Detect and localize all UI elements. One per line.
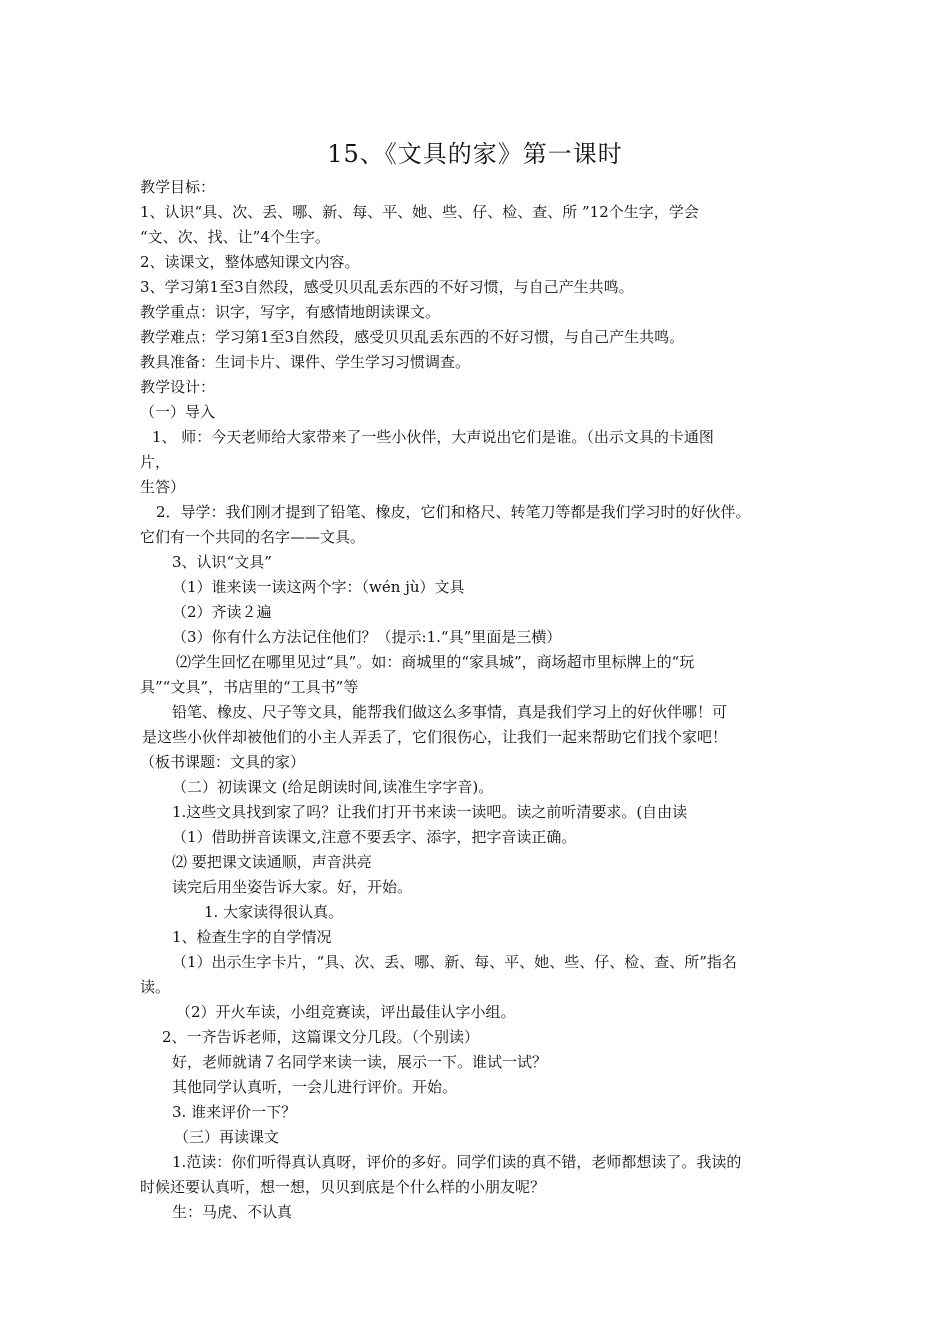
text-line: 1、检查生字的自学情况 bbox=[172, 928, 332, 946]
text-line: 读完后用坐姿告诉大家。好，开始。 bbox=[172, 878, 413, 896]
text-line: 生答） bbox=[140, 478, 186, 496]
text-line: 时候还要认真听，想一想，贝贝到底是个什么样的小朋友呢？ bbox=[140, 1178, 546, 1196]
text-line: 2、一齐告诉老师，这篇课文分几段。（个别读） bbox=[162, 1028, 480, 1046]
text-line: 生：马虎、不认真 bbox=[172, 1203, 293, 1221]
text-line: 1. 大家读得很认真。 bbox=[204, 903, 344, 921]
text-line: 1、认识“具、次、丢、哪、新、每、平、她、些、仔、检、查、所 ”12个生字，学会 bbox=[140, 203, 699, 221]
text-line: 教学目标： bbox=[140, 178, 216, 196]
text-line: 教学设计： bbox=[140, 378, 216, 396]
text-line: 2．导学：我们刚才提到了铅笔、橡皮，它们和格尺、转笔刀等都是我们学习时的好伙伴。 bbox=[156, 503, 751, 521]
text-line: 教学难点：学习第1至3自然段，感受贝贝乱丢东西的不好习惯，与自己产生共鸣。 bbox=[140, 328, 685, 346]
text-line: （3）你有什么方法记住他们？（提示:1.“具”里面是三横） bbox=[172, 628, 562, 646]
text-line: ⑵ 要把课文读通顺，声音洪亮 bbox=[172, 853, 372, 871]
text-line: 2、读课文，整体感知课文内容。 bbox=[140, 253, 360, 271]
text-line: ⑵学生回忆在哪里见过“具”。如：商城里的“家具城”，商场超市里标牌上的“玩 bbox=[176, 653, 695, 671]
text-line: （2）齐读２遍 bbox=[172, 603, 272, 621]
text-line: 教学重点：识字，写字，有感情地朗读课文。 bbox=[140, 303, 441, 321]
section-heading: （三）再读课文 bbox=[174, 1128, 280, 1146]
text-line: （1）谁来读一读这两个字：（wén jù）文具 bbox=[172, 578, 465, 596]
text-line: 具”“文具”，书店里的“工具书”等 bbox=[140, 678, 359, 696]
document-title: 15、《文具的家》第一课时 bbox=[327, 140, 623, 168]
text-line: 1、 师：今天老师给大家带来了一些小伙伴，大声说出它们是谁。（出示文具的卡通图 bbox=[152, 428, 714, 446]
text-line: 是这些小伙伴却被他们的小主人弄丢了，它们很伤心，让我们一起来帮助它们找个家吧！ bbox=[142, 728, 728, 746]
text-line: 读。 bbox=[140, 978, 171, 996]
text-line: 片， bbox=[140, 453, 171, 471]
text-line: 它们有一个共同的名字——文具。 bbox=[140, 528, 366, 546]
text-line: 其他同学认真听，一会儿进行评价。开始。 bbox=[172, 1078, 458, 1096]
text-line: 3、学习第1至3自然段，感受贝贝乱丢东西的不好习惯，与自己产生共鸣。 bbox=[140, 278, 634, 296]
section-heading: （二）初读课文 (给足朗读时间,读准生字字音)。 bbox=[172, 778, 494, 796]
text-line: 3、认识“文具” bbox=[172, 553, 272, 571]
text-line: （2）开火车读，小组竞赛读，评出最佳认字小组。 bbox=[176, 1003, 516, 1021]
text-line: （1）借助拼音读课文,注意不要丢字、添字，把字音读正确。 bbox=[172, 828, 577, 846]
text-line: 好，老师就请７名同学来读一读，展示一下。谁试一试？ bbox=[172, 1053, 548, 1071]
text-line: （1）出示生字卡片，“具、次、丢、哪、新、每、平、她、些、仔、检、查、所”指名 bbox=[172, 953, 737, 971]
text-line: 教具准备：生词卡片、课件、学生学习习惯调查。 bbox=[140, 353, 471, 371]
text-line: “文、次、找、让”4个生字。 bbox=[140, 228, 330, 246]
text-line: 1.范读：你们听得真认真呀，评价的多好。同学们读的真不错，老师都想读了。我读的 bbox=[172, 1153, 742, 1171]
text-line: 3. 谁来评价一下？ bbox=[172, 1103, 297, 1121]
text-line: （板书课题：文具的家） bbox=[140, 753, 306, 771]
text-line: 1.这些文具找到家了吗？让我们打开书来读一读吧。读之前听清要求。(自由读 bbox=[172, 803, 688, 821]
section-heading: （一）导入 bbox=[140, 403, 216, 421]
text-line: 铅笔、橡皮、尺子等文具，能帮我们做这么多事情，真是我们学习上的好伙伴哪！可 bbox=[172, 703, 728, 721]
